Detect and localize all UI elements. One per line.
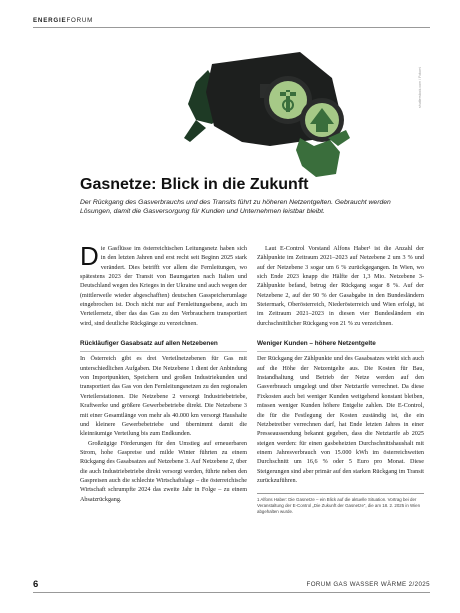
journal-name: FORUM GAS WASSER WÄRME 2/2025 [306,581,430,588]
article-lead: Der Rückgang des Gasverbrauchs und des Transits führt zu höheren Netzentgelten. Gebraucht werden Lösungen, damit die Gasversorgung für Kunden und Unternehmen leistbar bleibt. [80,199,391,216]
footer-divider [33,592,430,593]
page-number: 6 [33,579,39,590]
binoculars-illustration [150,42,370,177]
body-paragraph: ie Gasflüsse im österreichischen Leitungsnetz haben sich in den letzten Jahren und erst recht seit Beginn 2025 stark verändert. Dies betrifft vor allem die Fernleitungen, wo spätestens 2023 der Transit von Baumgarten nach Italien und Deutschland wegen des Krieges in der Ukraine und auch wegen der (mittlerweile wieder abgeschafften) deutschen Gasspeicherumlage eingebrochen ist. Doch nicht nur auf Fernleitungsebene, auch im Verteilernetz, über das das Gas zu den Verbrauchern transportiert wird, sind deutliche Rückgänge zu verzeichnen. [80,246,247,327]
body-paragraph: Der Rückgang der Zählpunkte und des Gasabsatzes wirkt sich auch auf die Höhe der Netzentgelte aus. Die Kosten für Bau, Instandhaltung und Betrieb der Netze werden auf den Gasverbrauch umgelegt und über Netztarife verrechnet. Da diese Fixkosten auch bei weniger Kunden weitgehend konstant bleiben, müssen weniger Kunden höhere Entgelte zahlen. Die E-Control, die für die Festlegung der Kosten zuständig ist, die ein Netzbetreiber verrechnen darf, hat Ende letzten Jahres in einer Presseaussendung bekannt gegeben, dass die Netztarife ab 2025 steigen werden: für einen gasbeheizten Durchschnittshaushalt mit einem Jahresverbrauch von 15.000 kWh im österreichweiten Durchschnitt um 16,6 % oder 5 Euro pro Monat. Diese Steigerungen sind aber primär auf den starken Rückgang im Transit zurückzuführen. [257,356,424,484]
footnote: 1 Alfons Haber: Die Gasnetze – ein Blick auf die aktuelle Situation. Vortrag bei der Veranstaltung der E-Control „Die Zukunft der Gasnetze“, die am 18. 2. 2025 in Wien abgehalten wurde. [257,497,421,515]
header-divider [33,27,430,28]
article-title: Gasnetze: Blick in die Zukunft [80,176,309,193]
right-column [257,245,424,515]
body-paragraph: Großzügige Förderungen für den Umstieg auf erneuerbaren Strom, hohe Gaspreise und milde Winter führten zu einem Rückgang des Gasabsatzes auf Netzebene 3. Auf Netzebene 2, über die auch Industriebetriebe direkt versorgt werden, führte neben den Gaspreisen auch die schlechte Wirtschaftslage – die österreichische Wirtschaft schrumpfte 2024 das zweite Jahr in Folge – zu einem Absatzrückgang. [80,440,247,503]
body-paragraph: Laut E-Control Vorstand Alfons Haber¹ ist die Anzahl der Zählpunkte im Zeitraum 2021–2023 auf Netzebene 2 um 3 % und auf der Netzebene 3 sogar um 6 % zurückgegangen. In Wien, wo sich Ende 2023 knapp die Hälfte der 1,3 Mio. Netzebene 3-Zählpunkte befand, betrug der Rückgang sogar 8 %. Auf der Netzebene 2, auf der 90 % der Gasabgabe in den Bundesländern Steiermark, Oberösterreich, Niederösterreich und Wien erfolgt, ist im Zeitraum 2021–2023 in diesen vier Bundesländern ein durchschnittlicher Rückgang von 21 % zu verzeichnen. [257,246,424,327]
footnote-area [257,493,424,515]
subheading: Rückläufiger Gasabsatz auf allen Netzebenen [80,339,247,352]
right-hand-shape [296,138,340,177]
subheading: Weniger Kunden – höhere Netzentgelte [257,339,424,352]
body-paragraph: In Österreich gibt es drei Verteilnetzebenen für Gas mit unterschiedlichen Aufgaben. Die Netzebene 1 dient der Anbindung von Importpunkten, Speichern und großen Industriekunden und transportiert das Gas von den Fernleitungsnetzen zu den regionalen Verteilerstationen. Die Netzebene 2 versorgt Industriebetriebe, Kraftwerke und größere Gewerbebetriebe direkt. Die Netzebene 3 mit einer Gesamtlänge von mehr als 40.000 km versorgt Haushalte und kleinere Gewerbebetriebe und übernimmt damit die kleinräumige Verteilung bis zum Endkunden. [80,356,247,438]
section-label: ENERGIEFORUM [33,17,94,24]
drop-cap: D [80,241,99,271]
left-column [80,241,247,505]
image-credit: shutterstock.com / Fotomi [418,66,422,108]
